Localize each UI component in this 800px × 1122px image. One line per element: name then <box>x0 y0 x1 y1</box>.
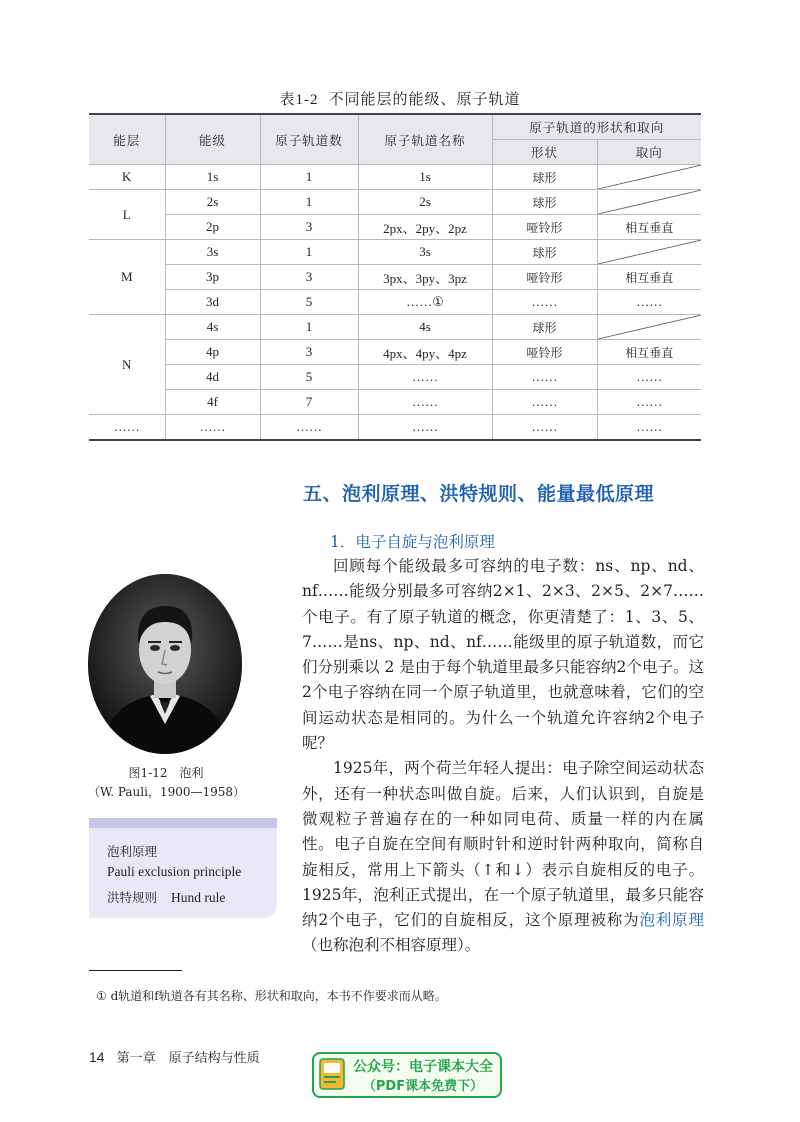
orient-cell-empty <box>597 190 701 215</box>
shape-cell: …… <box>492 365 597 390</box>
name-cell: …… <box>358 415 492 441</box>
orbital-table <box>89 113 701 441</box>
shape-cell: 哑铃形 <box>492 215 597 240</box>
count-cell: 3 <box>260 265 358 290</box>
pauli-principle-term: 泡利原理 <box>639 911 704 930</box>
count-cell: 3 <box>260 215 358 240</box>
shape-cell: 哑铃形 <box>492 340 597 365</box>
term-hund-en: Hund rule <box>171 890 226 905</box>
name-cell: 4px、4py、4pz <box>358 340 492 365</box>
orient-cell: 相互垂直 <box>597 340 701 365</box>
table-row <box>89 190 701 215</box>
level-cell: 3d <box>165 290 260 315</box>
header-orient: 取向 <box>597 140 701 165</box>
shape-cell: 球形 <box>492 240 597 265</box>
shape-cell: 哑铃形 <box>492 265 597 290</box>
name-cell: 3px、3py、3pz <box>358 265 492 290</box>
table-row <box>89 365 701 390</box>
glossary-box <box>89 818 277 918</box>
section-title: 五、泡利原理、洪特规则、能量最低原理 <box>303 483 655 505</box>
level-cell: 3s <box>165 240 260 265</box>
orient-cell: 相互垂直 <box>597 265 701 290</box>
orient-cell: …… <box>597 390 701 415</box>
table-row <box>89 415 701 441</box>
count-cell: 7 <box>260 390 358 415</box>
name-cell: ……① <box>358 290 492 315</box>
paragraph-2-end: （也称泡利不相容原理）。 <box>302 936 481 955</box>
level-cell: 3p <box>165 265 260 290</box>
table-row <box>89 240 701 265</box>
body-text <box>302 554 704 959</box>
watermark-line-2: （PDF课本免费下） <box>362 1079 484 1094</box>
orient-cell: …… <box>597 415 701 441</box>
level-cell: 1s <box>165 165 260 190</box>
table-row <box>89 215 701 240</box>
name-cell: 1s <box>358 165 492 190</box>
count-cell: 1 <box>260 315 358 340</box>
header-shell: 能层 <box>89 114 165 165</box>
header-level: 能级 <box>165 114 260 165</box>
book-icon <box>319 1058 345 1090</box>
header-count: 原子轨道数 <box>260 114 358 165</box>
count-cell: …… <box>260 415 358 441</box>
shell-cell: N <box>89 315 165 415</box>
paragraph-2-text: 1925年，两个荷兰年轻人提出：电子除空间运动状态外，还有一种状态叫做自旋。后来，人们认识到，自旋是微观粒子普遍存在的一种如同电荷、质量一样的内在属性。电子自旋在空间有顺时针和逆时针两种取向，简称自旋相反，常用上下箭头（↑和↓）表示自旋相反的电子。1925年，泡利正式提出，在一个原子轨道里，最多只能容纳2个电子，它们的自旋相反，这个原理被称为 <box>302 759 704 930</box>
term-hund-cn: 洪特规则 <box>107 890 158 905</box>
paragraph-2 <box>302 756 704 958</box>
shell-cell: K <box>89 165 165 190</box>
table-title: 不同能层的能级、原子轨道 <box>328 90 521 108</box>
name-cell: 3s <box>358 240 492 265</box>
chapter-title: 第一章 原子结构与性质 <box>116 1051 260 1066</box>
table-row <box>89 290 701 315</box>
figure-label: 图1-12 泡利 <box>128 766 204 780</box>
watermark-badge <box>312 1052 502 1098</box>
watermark-line-1: 公众号：电子课本大全 <box>353 1059 493 1075</box>
name-cell: …… <box>358 390 492 415</box>
term-pauli-cn: 泡利原理 <box>107 844 158 859</box>
glossary-box-bar <box>89 818 277 828</box>
level-cell: 4p <box>165 340 260 365</box>
orient-cell: 相互垂直 <box>597 215 701 240</box>
count-cell: 1 <box>260 165 358 190</box>
paragraph-1: 回顾每个能级最多可容纳的电子数：ns、np、nd、nf……能级分别最多可容纳2×1、2×3、2×5、2×7……个电子。有了原子轨道的概念，你更清楚了：1、3、5、7……是ns、np、nd、nf……能级里的原子轨道数，而它们分别乘以 2 是由于每个轨道里最多只能容纳2个电子。这2个电子容纳在同一个原子轨道里，也就意味着，它们的空间运动状态是相同的。为什么一个轨道允许容纳2个电子呢？ <box>302 557 704 753</box>
page-footer <box>89 1047 260 1066</box>
level-cell: …… <box>165 415 260 441</box>
table-row <box>89 315 701 340</box>
page-number: 14 <box>89 1049 105 1065</box>
level-cell: 4s <box>165 315 260 340</box>
header-name: 原子轨道名称 <box>358 114 492 165</box>
footnote: ① d轨道和f轨道各有其名称、形状和取向，本书不作要求而从略。 <box>96 989 447 1003</box>
term-pauli-en: Pauli exclusion principle <box>107 864 242 879</box>
header-shape-orient: 原子轨道的形状和取向 <box>492 114 701 140</box>
table-caption <box>0 88 800 109</box>
name-cell: 4s <box>358 315 492 340</box>
count-cell: 1 <box>260 190 358 215</box>
shape-cell: 球形 <box>492 165 597 190</box>
table-number: 表1-2 <box>279 92 319 108</box>
shell-cell: L <box>89 190 165 240</box>
level-cell: 4d <box>165 365 260 390</box>
subsection-title: 1．电子自旋与泡利原理 <box>330 533 495 551</box>
table-row <box>89 390 701 415</box>
count-cell: 3 <box>260 340 358 365</box>
table-row <box>89 165 701 190</box>
pauli-portrait <box>88 574 242 754</box>
shell-cell: …… <box>89 415 165 441</box>
shape-cell: …… <box>492 290 597 315</box>
orient-cell-empty <box>597 315 701 340</box>
level-cell: 4f <box>165 390 260 415</box>
count-cell: 5 <box>260 290 358 315</box>
level-cell: 2s <box>165 190 260 215</box>
shape-cell: …… <box>492 390 597 415</box>
orient-cell-empty <box>597 165 701 190</box>
shape-cell: …… <box>492 415 597 441</box>
table-row <box>89 265 701 290</box>
count-cell: 1 <box>260 240 358 265</box>
name-cell: 2s <box>358 190 492 215</box>
name-cell: …… <box>358 365 492 390</box>
name-cell: 2px、2py、2pz <box>358 215 492 240</box>
shape-cell: 球形 <box>492 315 597 340</box>
header-shape: 形状 <box>492 140 597 165</box>
footnote-rule <box>89 970 182 971</box>
table-row <box>89 340 701 365</box>
figure-credit: （W. Pauli，1900—1958） <box>88 785 246 799</box>
term-hund <box>107 888 225 906</box>
shape-cell: 球形 <box>492 190 597 215</box>
orient-cell-empty <box>597 240 701 265</box>
level-cell: 2p <box>165 215 260 240</box>
orient-cell: …… <box>597 290 701 315</box>
orient-cell: …… <box>597 365 701 390</box>
count-cell: 5 <box>260 365 358 390</box>
shell-cell: M <box>89 240 165 315</box>
